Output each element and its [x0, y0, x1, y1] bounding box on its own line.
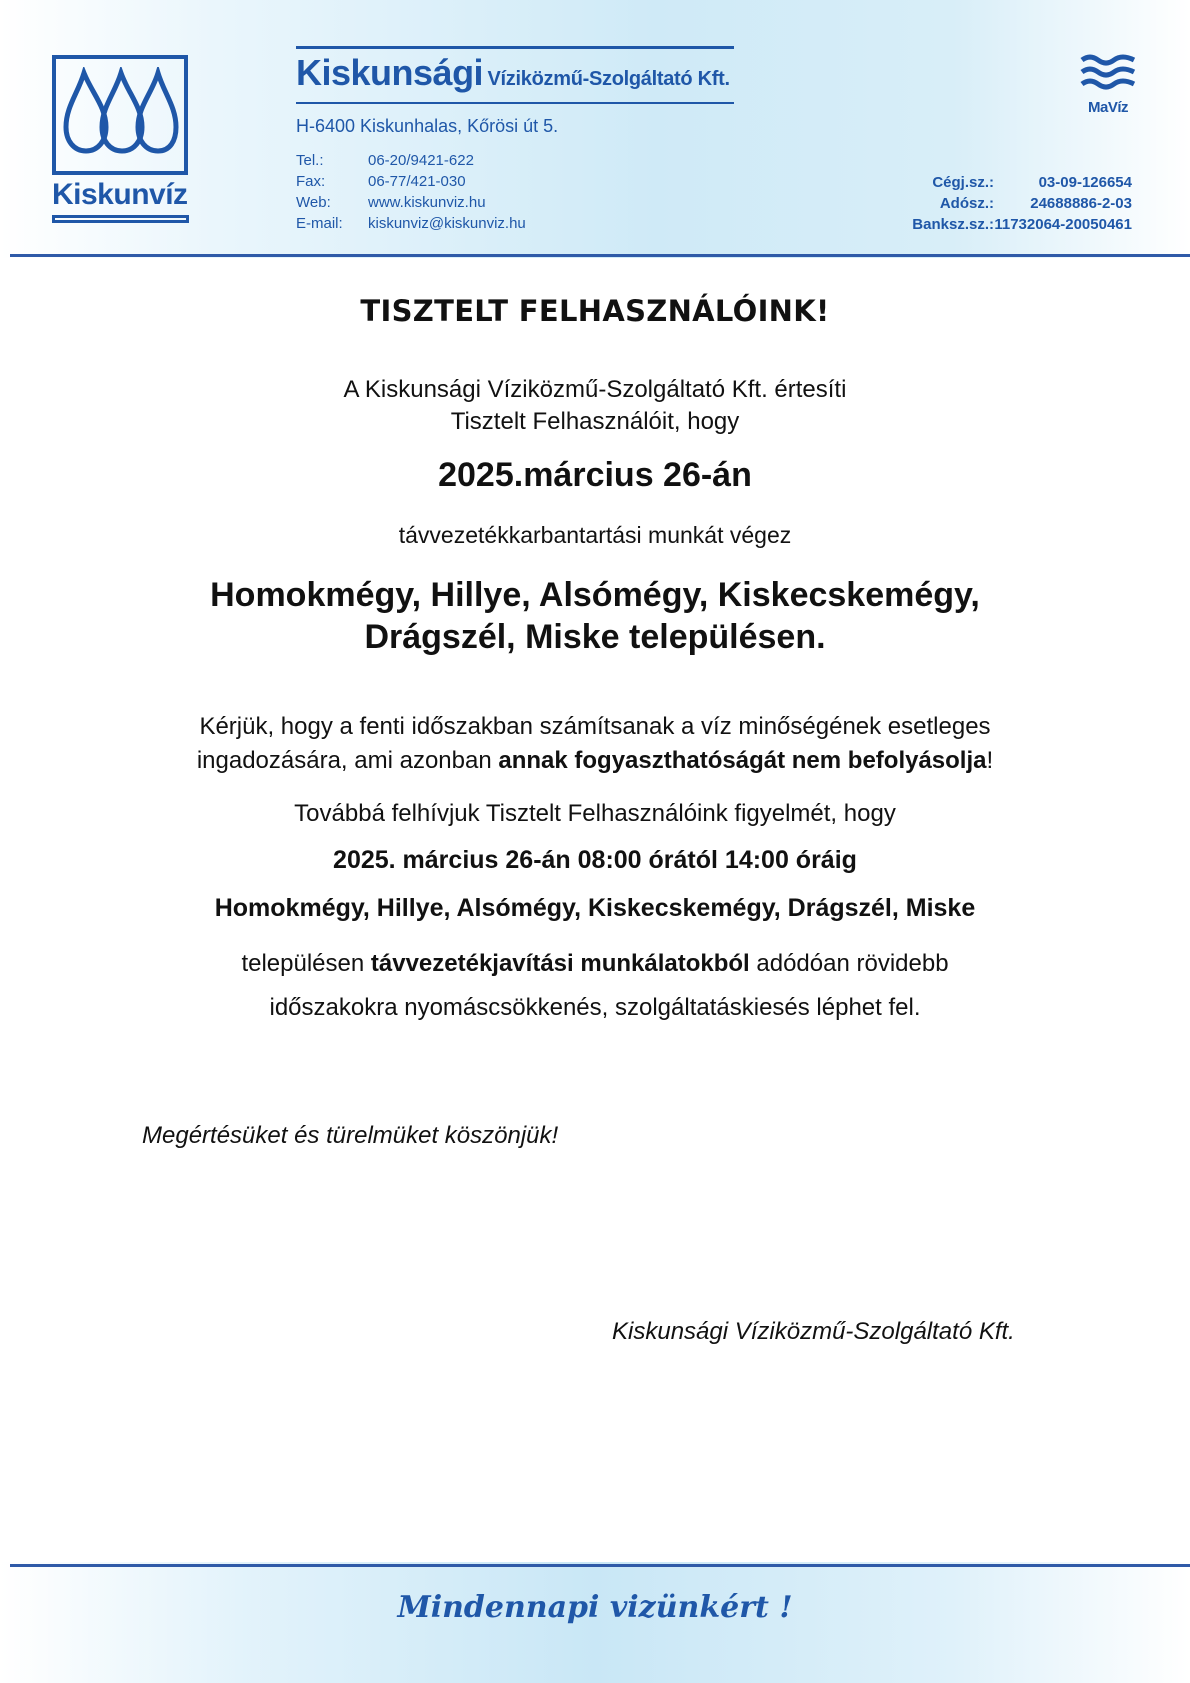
logo-underline [52, 215, 189, 223]
repair-text-end: adódóan rövidebb [749, 950, 949, 977]
quality-line-2 [0, 744, 1190, 778]
contact-phone [296, 150, 526, 171]
contact-email [296, 213, 526, 234]
footer-rule [10, 1564, 1190, 1567]
intro-line-1: A Kiskunsági Víziközmű-Szolgáltató Kft. értesíti [343, 376, 847, 403]
signature: Kiskunsági Víziközmű-Szolgáltató Kft. [612, 1318, 1015, 1345]
settlements-line-1: Homokmégy, Hillye, Alsómégy, Kiskecskemégy, [210, 576, 980, 614]
contact-label: E-mail: [296, 215, 343, 232]
contact-fax [296, 171, 526, 192]
notice-title: TISZTELT FELHASZNÁLÓINK! [360, 294, 830, 328]
registration-value: 03-09-126654 [1038, 174, 1132, 191]
outage-settlements: Homokmégy, Hillye, Alsómégy, Kiskecskemégy, Drágszél, Miske [214, 894, 976, 922]
intro-text [0, 374, 1190, 438]
maviz-text: MaVíz [1087, 99, 1128, 116]
settlements-line-2: Drágszél, Miske településen. [364, 618, 826, 656]
company-name-big: Kiskunsági [296, 52, 484, 93]
work-date: 2025.március 26-án [438, 456, 752, 494]
logo-name: Kiskunvíz [52, 178, 188, 211]
water-quality-notice [0, 710, 1190, 778]
registration-info [890, 172, 1132, 235]
registration-row [890, 214, 1132, 235]
company-name [296, 52, 730, 94]
letterhead-rule [10, 254, 1190, 257]
registration-row [890, 172, 1132, 193]
affected-settlements [0, 574, 1190, 658]
company-rule-bottom [296, 102, 734, 104]
registration-value: 24688886-2-03 [1030, 195, 1132, 212]
quality-line-1: Kérjük, hogy a fenti időszakban számítsanak a víz minőségének esetleges [199, 713, 991, 740]
contact-value: kiskunviz@kiskunviz.hu [368, 215, 526, 232]
contact-value: 06-77/421-030 [368, 173, 466, 190]
quality-punct: ! [986, 747, 994, 774]
registration-label: Cégj.sz.: [932, 174, 994, 191]
registration-label: Adósz.: [939, 195, 994, 212]
thanks-text: Megértésüket és türelmüket köszönjük! [142, 1122, 559, 1149]
repair-line-1 [0, 942, 1190, 986]
contact-value: www.kiskunviz.hu [368, 194, 486, 211]
contact-label: Web: [296, 194, 331, 211]
repair-notice [0, 942, 1190, 1030]
kiskunviz-logo [52, 55, 188, 175]
waves-icon [1080, 52, 1136, 92]
work-description: távvezetékkarbantartási munkát végez [398, 522, 792, 548]
repair-line-2: időszakokra nyomáscsökkenés, szolgáltatáskiesés léphet fel. [269, 994, 921, 1021]
footer-slogan: Mindennapi vizünkért ! [397, 1590, 793, 1625]
notice-intro: Továbbá felhívjuk Tisztelt Felhasználóink figyelmét, hogy [294, 800, 896, 827]
contact-web [296, 192, 526, 213]
outage-time: 2025. március 26-án 08:00 órától 14:00 óráig [333, 846, 857, 874]
water-drops-icon [62, 67, 180, 167]
maviz-logo [1080, 52, 1136, 116]
contact-label: Fax: [296, 173, 326, 190]
contact-list [296, 150, 526, 234]
registration-row [890, 193, 1132, 214]
repair-emphasis: távvezetékjavítási munkálatokból [370, 950, 750, 977]
registration-label: Banksz.sz.: [912, 216, 994, 233]
contact-value: 06-20/9421-622 [368, 152, 474, 169]
repair-text: településen [241, 950, 371, 977]
quality-emphasis: annak fogyaszthatóságát nem befolyásolja [498, 747, 987, 774]
company-rule-top [296, 46, 734, 49]
contact-label: Tel.: [296, 152, 324, 169]
intro-line-2: Tisztelt Felhasználóit, hogy [450, 408, 740, 435]
company-name-small: Víziközmű-Szolgáltató Kft. [487, 68, 730, 90]
company-address: H-6400 Kiskunhalas, Kőrösi út 5. [296, 116, 559, 136]
quality-text: ingadozására, ami azonban [196, 747, 499, 774]
registration-value: 11732064-20050461 [994, 216, 1132, 233]
